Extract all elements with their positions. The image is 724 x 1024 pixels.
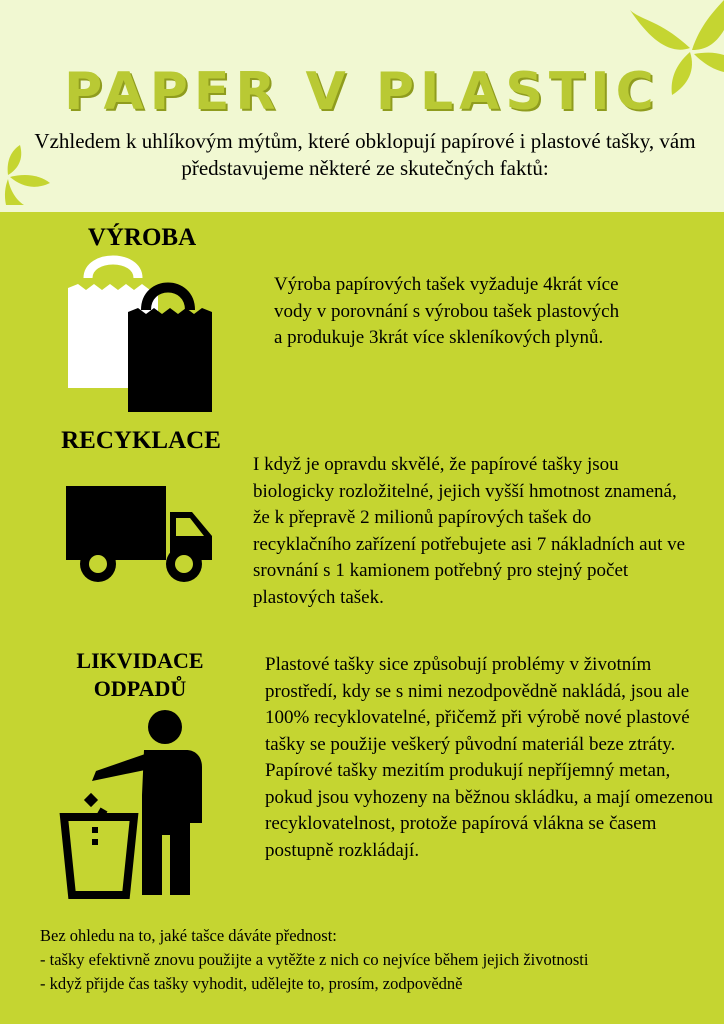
intro-text: Vzhledem k uhlíkovým mýtům, které obklopují papírové i plastové tašky, vám představujeme některé ze skutečných faktů: [34, 129, 696, 180]
section-heading-likvidace [60, 647, 220, 703]
footer-line-3: - když přijde čas tašky vyhodit, udělejte to, prosím, zodpovědně [40, 974, 463, 993]
footer-line-2: - tašky efektivně znovu použijte a vytěžte z nich co nejvíce během jejich životnosti [40, 950, 589, 969]
shopping-bags-icon [66, 258, 216, 412]
page-title: PAPER V PLASTIC [64, 62, 660, 122]
section-heading-recyklace: RECYKLACE [61, 427, 221, 454]
person-trash-icon [62, 705, 212, 895]
section-text-likvidace: Plastové tašky sice způsobují problémy v životním prostředí, kdy se s nimi nezodpovědně nakládá, jsou ale 100% recyklovatelné, přičemž při výrobě nové plastové tašky se použije veškerý původní materiál beze ztráty. Papírové tašky mezitím produkují nepříjemný metan, pokud jsou vyhozeny na běžnou skládku, a mají omezenou recyklovatelnost, protože papírová vlákna se časem postupně rozkládají. [265, 654, 713, 861]
section-heading-vyroba: VÝROBA [87, 224, 197, 251]
section-text-recyklace: I když je opravdu skvělé, že papírové tašky jsou biologicky rozložitelné, jejich vyšší hmotnost znamená, že k přepravě 2 milionů papírových tašek do recyklačního zařízení potřebujete asi 7 nákladních aut ve srovnání s 1 kamionem potřebný pro stejný počet plastových tašek. [253, 454, 686, 608]
truck-icon [66, 484, 212, 584]
footer-line-1: Bez ohledu na to, jaké tašce dáváte přednost: [40, 926, 337, 945]
section-text-vyroba: Výroba papírových tašek vyžaduje 4krát více vody v porovnání s výrobou tašek plastových a produkuje 3krát více skleníkových plynů. [274, 274, 620, 348]
section-heading-likvidace-line2: ODPADŮ [93, 676, 187, 701]
section-heading-likvidace-line1: LIKVIDACE [76, 648, 204, 673]
footer-notes [40, 924, 720, 996]
